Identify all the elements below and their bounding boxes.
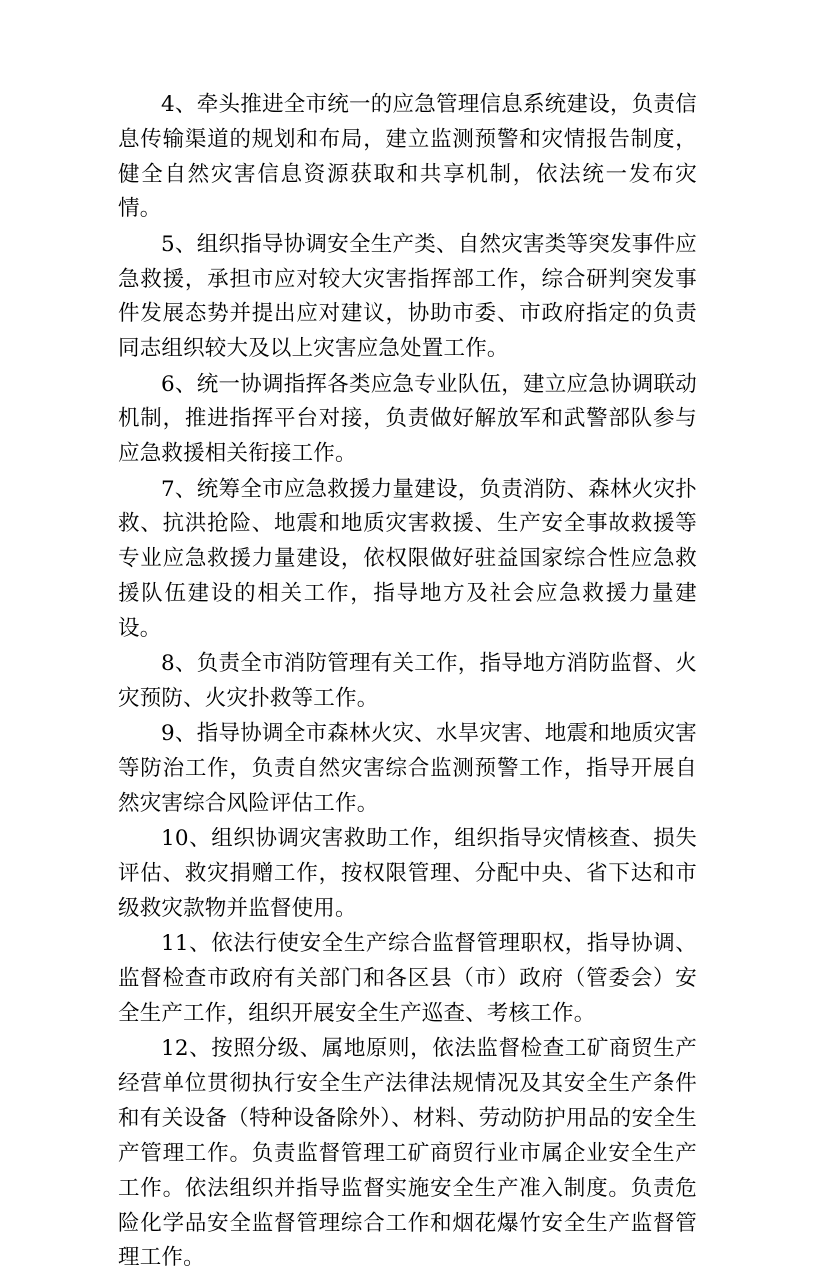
paragraph: 9、指导协调全市森林火灾、水旱灾害、地震和地质灾害等防治工作，负责自然灾害综合监测预警工作，指导开展自然灾害综合风险评估工作。 (118, 721, 697, 817)
paragraph: 12、按照分级、属地原则，依法监督检查工矿商贸生产经营单位贯彻执行安全生产法律法规情况及其安全生产条件和有关设备（特种设备除外）、材料、劳动防护用品的安全生产管理工作。负责监督管理工矿商贸行业市属企业安全生产工作。依法组织并指导监督实施安全生产准入制度。负责危险化学品安全监督管理综合工作和烟花爆竹安全生产监督管理工作。 (118, 1036, 697, 1271)
document-body (118, 88, 697, 1276)
paragraph: 8、负责全市消防管理有关工作，指导地方消防监督、火灾预防、火灾扑救等工作。 (118, 651, 697, 712)
paragraph: 4、牵头推进全市统一的应急管理信息系统建设，负责信息传输渠道的规划和布局，建立监测预警和灾情报告制度，健全自然灾害信息资源获取和共享机制，依法统一发布灾情。 (118, 92, 697, 222)
paragraph: 6、统一协调指挥各类应急专业队伍，建立应急协调联动机制，推进指挥平台对接，负责做好解放军和武警部队参与应急救援相关衔接工作。 (118, 371, 697, 467)
paragraph: 7、统筹全市应急救援力量建设，负责消防、森林火灾扑救、抗洪抢险、地震和地质灾害救援、生产安全事故救援等专业应急救援力量建设，依权限做好驻益国家综合性应急救援队伍建设的相关工作，指导地方及社会应急救援力量建设。 (118, 476, 697, 641)
paragraph: 5、组织指导协调安全生产类、自然灾害类等突发事件应急救援，承担市应对较大灾害指挥部工作，综合研判突发事件发展态势并提出应对建议，协助市委、市政府指定的负责同志组织较大及以上灾害应急处置工作。 (118, 231, 697, 362)
paragraph: 11、依法行使安全生产综合监督管理职权，指导协调、监督检查市政府有关部门和各区县（市）政府（管委会）安全生产工作，组织开展安全生产巡查、考核工作。 (118, 931, 697, 1027)
paragraph: 10、组织协调灾害救助工作，组织指导灾情核查、损失评估、救灾捐赠工作，按权限管理、分配中央、省下达和市级救灾款物并监督使用。 (118, 826, 697, 922)
